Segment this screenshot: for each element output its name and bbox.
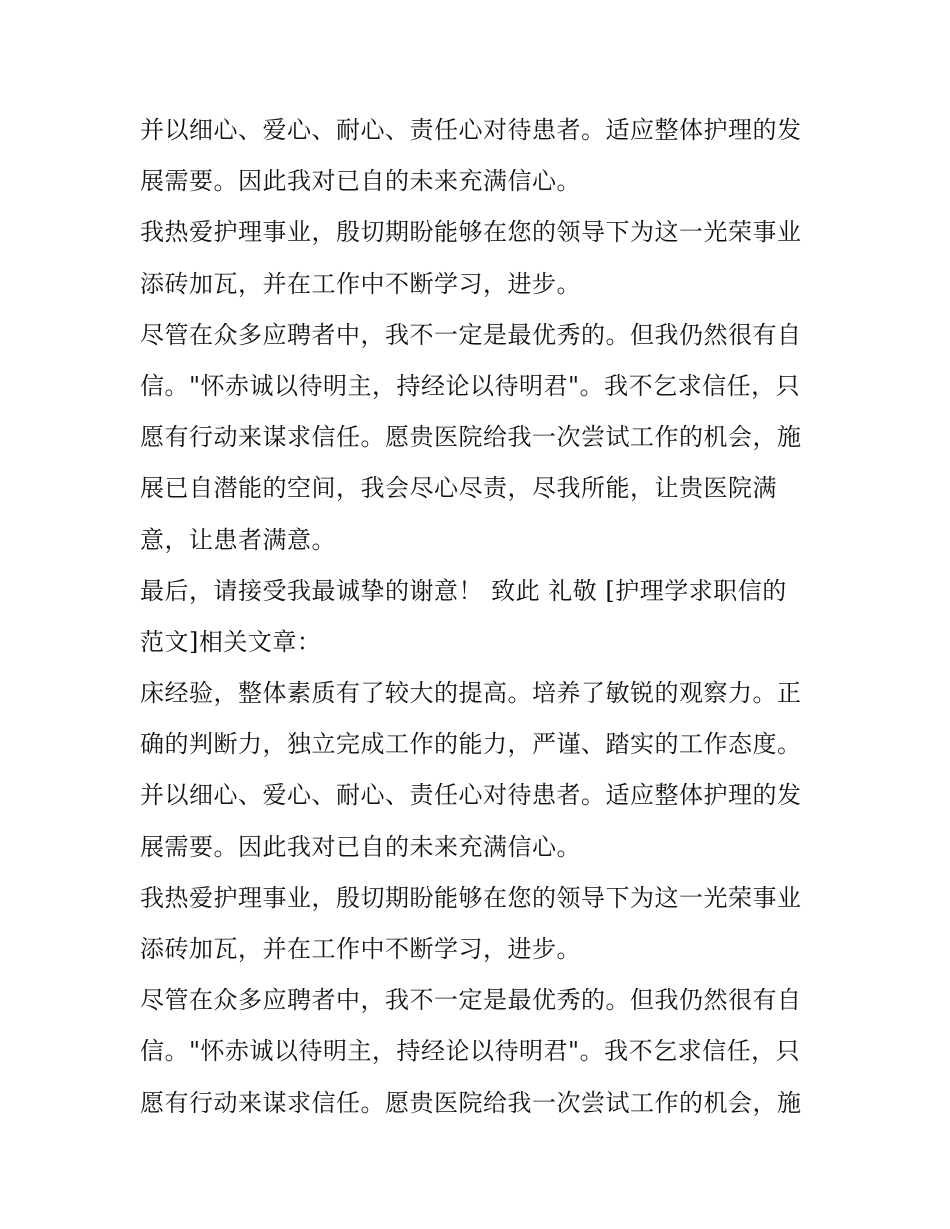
text-line: 确的判断力，独立完成工作的能力，严谨、踏实的工作态度。 (140, 730, 802, 759)
text-line: 尽管在众多应聘者中，我不一定是最优秀的。但我仍然很有自 (140, 986, 802, 1015)
text-line: 我热爱护理事业，殷切期盼能够在您的领导下为这一光荣事业 (140, 883, 802, 912)
text-line: 并以细心、爱心、耐心、责任心对待患者。适应整体护理的发 (140, 781, 802, 810)
document-body (140, 105, 820, 1129)
text-line: 展需要。因此我对已自的未来充满信心。 (140, 832, 581, 861)
text-line: 最后，请接受我最诚挚的谢意！ 致此 礼敬 [护理学求职信的 (140, 576, 787, 605)
text-line: 我热爱护理事业，殷切期盼能够在您的领导下为这一光荣事业 (140, 218, 802, 247)
text-line: 展需要。因此我对已自的未来充满信心。 (140, 167, 581, 196)
text-line: 并以细心、爱心、耐心、责任心对待患者。适应整体护理的发 (140, 116, 802, 144)
text-line: 意，让患者满意。 (140, 525, 336, 554)
text-line: 信。"怀赤诚以待明主，持经论以待明君"。我不乞求信任，只 (140, 371, 801, 400)
text-line: 展已自潜能的空间，我会尽心尽责，尽我所能，让贵医院满 (140, 474, 777, 503)
text-line: 愿有行动来谋求信任。愿贵医院给我一次尝试工作的机会，施 (140, 1088, 802, 1117)
text-line: 尽管在众多应聘者中，我不一定是最优秀的。但我仍然很有自 (140, 320, 802, 349)
text-line: 信。"怀赤诚以待明主，持经论以待明君"。我不乞求信任，只 (140, 1037, 801, 1066)
text-line: 添砖加瓦，并在工作中不断学习，进步。 (140, 269, 581, 298)
text-line: 范文]相关文章： (140, 627, 322, 656)
text-line: 愿有行动来谋求信任。愿贵医院给我一次尝试工作的机会，施 (140, 423, 802, 452)
text-line: 添砖加瓦，并在工作中不断学习，进步。 (140, 935, 581, 963)
text-line: 床经验，整体素质有了较大的提高。培养了敏锐的观察力。正 (140, 679, 802, 708)
